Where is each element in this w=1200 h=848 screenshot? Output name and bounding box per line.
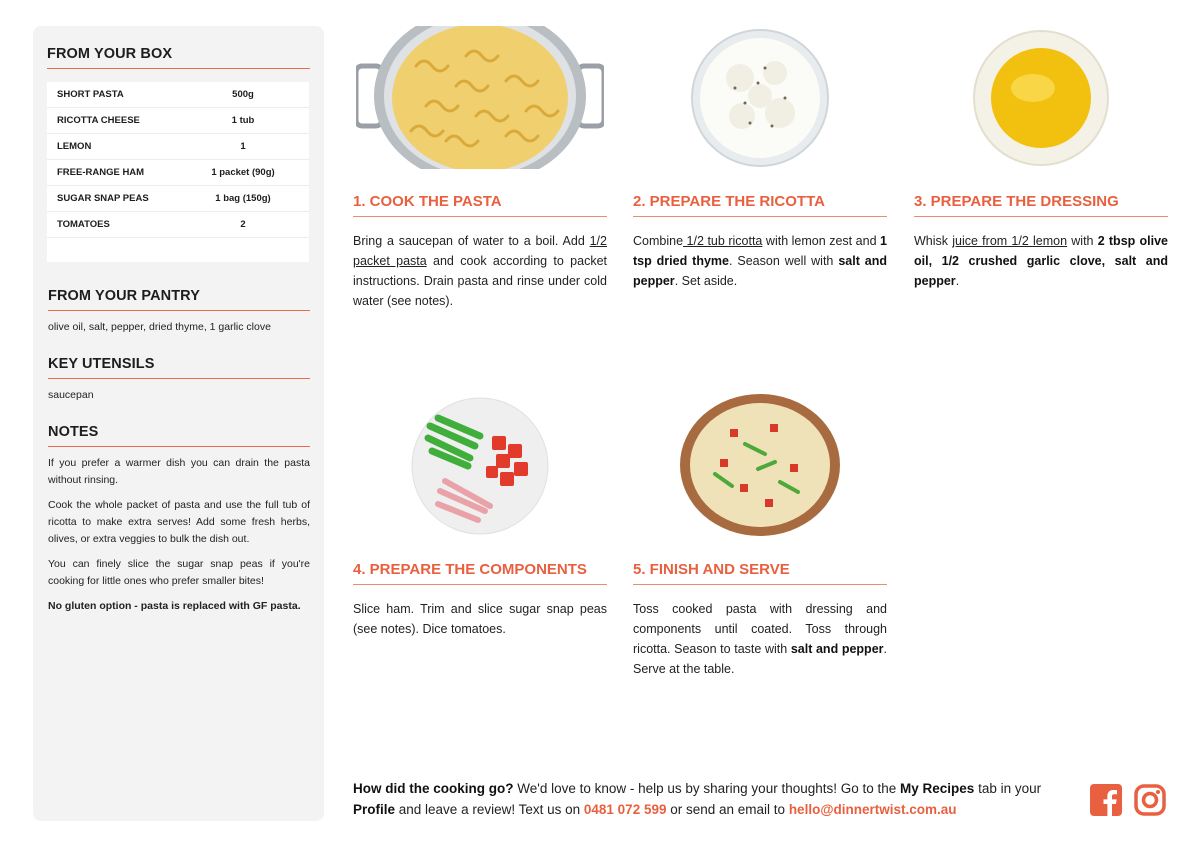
note-item: Cook the whole packet of pasta and use the full tub of ricotta to make extra serves! Add some fresh herbs, olives, or extra veggies to bulk the dish out. [48,499,310,545]
step-5 [633,394,887,679]
step-title: 4. PREPARE THE COMPONENTS [353,561,607,585]
ingredient-name: FREE-RANGE HAM [57,167,145,178]
table-row [47,186,309,212]
facebook-icon[interactable] [1090,784,1122,816]
step-4 [353,394,607,639]
table-row [47,212,309,238]
step-text: Combine 1/2 tub ricotta with lemon zest and 1 tsp dried thyme. Season well with salt and pepper. Set aside. [633,234,887,288]
ingredient-qty: 1 [240,141,246,152]
step-text: Toss cooked pasta with dressing and components until coated. Toss through ricotta. Season to taste with salt and pepper. Serve at the table. [633,602,887,676]
table-row [47,134,309,160]
ingredient-qty: 1 tub [231,115,255,126]
ricotta-bowl-icon [633,26,887,169]
utensils-section [47,356,310,404]
ingredients-table [47,82,309,262]
step-title: 2. PREPARE THE RICOTTA [633,193,887,217]
ingredient-qty: 1 bag (150g) [215,193,271,204]
notes-section [47,424,310,615]
ingredient-name: LEMON [57,141,92,152]
ingredient-qty: 500g [232,89,254,100]
prepared-components-plate-icon [353,394,607,537]
step-title: 3. PREPARE THE DRESSING [914,193,1168,217]
phone-link[interactable]: 0481 072 599 [583,802,667,817]
pantry-section [47,288,310,336]
pasta-salad-bowl-icon [633,394,887,537]
utensils-text: saucepan [48,389,94,401]
table-row [47,160,309,186]
ingredients-sidebar [33,26,324,821]
pantry-heading: FROM YOUR PANTRY [48,288,310,311]
step-3 [914,26,1168,291]
ingredient-qty: 1 packet (90g) [211,167,275,178]
table-row [47,108,309,134]
pantry-text: olive oil, salt, pepper, dried thyme, 1 garlic clove [48,321,271,333]
ingredient-qty: 2 [240,219,246,230]
pasta-in-colander-icon [353,26,607,169]
step-title: 1. COOK THE PASTA [353,193,607,217]
instagram-icon[interactable] [1134,784,1166,816]
feedback-footer: How did the cooking go? We'd love to know - help us by sharing your thoughts! Go to the My Recipes tab in your Profile and leave a review! Text us on 0481 072 599 or send an email to hello@dinnertwist.com.au [353,781,1042,817]
from-your-box-heading: FROM YOUR BOX [47,46,310,69]
step-text: Bring a saucepan of water to a boil. Add 1/2 packet pasta and cook according to packet instructions. Drain pasta and rinse under cold water (see notes). [353,234,607,308]
lemon-dressing-bowl-icon [914,26,1168,169]
ingredient-name: SUGAR SNAP PEAS [57,193,149,204]
note-item: No gluten option - pasta is replaced with GF pasta. [48,600,301,612]
utensils-heading: KEY UTENSILS [48,356,310,379]
step-text: Whisk juice from 1/2 lemon with 2 tbsp olive oil, 1/2 crushed garlic clove, salt and pepper. [914,234,1168,288]
ingredient-name: SHORT PASTA [57,89,124,100]
email-link[interactable]: hello@dinnertwist.com.au [788,802,957,817]
step-1 [353,26,607,311]
step-2 [633,26,887,291]
note-item: If you prefer a warmer dish you can drain the pasta without rinsing. [48,457,310,486]
table-row [47,82,309,108]
ingredient-name: TOMATOES [57,219,110,230]
notes-heading: NOTES [48,424,310,447]
note-item: You can finely slice the sugar snap peas if you're cooking for little ones who prefer smaller bites! [48,558,310,587]
ingredient-name: RICOTTA CHEESE [57,115,140,126]
step-title: 5. FINISH AND SERVE [633,561,887,585]
step-text: Slice ham. Trim and slice sugar snap peas (see notes). Dice tomatoes. [353,602,607,636]
